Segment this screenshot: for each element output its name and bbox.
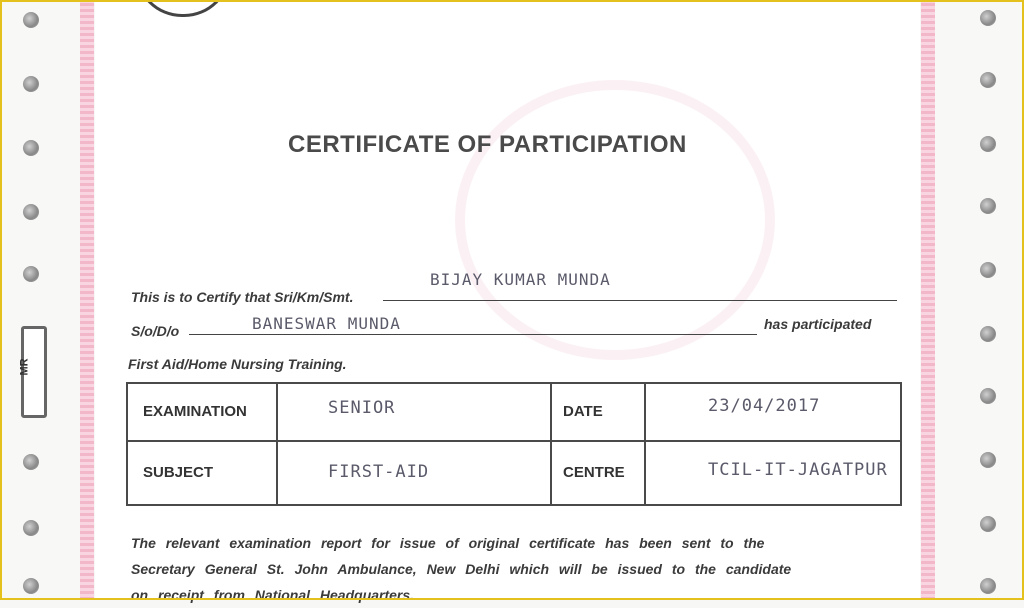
perforation-hole (980, 326, 996, 342)
perforation-hole (980, 452, 996, 468)
footer-line-3: on receipt from National Headquarters. (131, 587, 415, 603)
examination-label: EXAMINATION (143, 403, 247, 420)
watermark-emblem (455, 80, 775, 360)
right-pink-band (921, 0, 935, 600)
subject-value-cell (277, 441, 551, 505)
perforation-hole (23, 578, 39, 594)
footer-line-2: Secretary General St. John Ambulance, New Delhi which will be issued to the candidate (131, 561, 792, 577)
examination-value-cell (277, 383, 551, 441)
subject-label: SUBJECT (143, 464, 214, 481)
exam-details-table (126, 382, 902, 506)
right-tractor-strip (935, 0, 1024, 600)
footer-note (131, 530, 906, 608)
left-tractor-strip (0, 0, 80, 600)
perforation-hole (23, 12, 39, 28)
examination-label-cell (127, 383, 277, 441)
centre-value-cell (645, 441, 901, 505)
participant-name: BIJAY KUMAR MUNDA (430, 270, 611, 289)
perforation-hole (980, 262, 996, 278)
subject-value: FIRST-AID (328, 462, 430, 482)
centre-value: TCIL-IT-JAGATPUR (708, 460, 888, 480)
participated-label: has participated (764, 316, 872, 332)
mr-tag (18, 326, 47, 418)
centre-label: CENTRE (563, 464, 625, 481)
left-pink-band (80, 0, 94, 600)
perforation-hole (980, 388, 996, 404)
parent-name: BANESWAR MUNDA (252, 314, 401, 333)
perforation-hole (23, 520, 39, 536)
perforation-hole (980, 578, 996, 594)
certify-label: This is to Certify that Sri/Km/Smt. (131, 289, 354, 305)
date-label-cell (551, 383, 645, 441)
relation-label: S/o/D/o (131, 323, 180, 339)
centre-label-cell (551, 441, 645, 505)
subject-label-cell (127, 441, 277, 505)
date-value-cell (645, 383, 901, 441)
perforation-hole (23, 76, 39, 92)
perforation-hole (23, 266, 39, 282)
name-underline (383, 300, 897, 301)
mr-tag-label: MR (18, 358, 31, 376)
perforation-hole (980, 10, 996, 26)
footer-line-1: The relevant examination report for issue of original certificate has been sent to the (131, 535, 765, 551)
perforation-hole (980, 516, 996, 532)
training-line: First Aid/Home Nursing Training. (128, 356, 347, 372)
perforation-hole (980, 72, 996, 88)
certificate-title: CERTIFICATE OF PARTICIPATION (288, 131, 687, 158)
perforation-hole (980, 198, 996, 214)
date-value: 23/04/2017 (708, 396, 821, 416)
parent-underline (189, 334, 757, 335)
perforation-hole (980, 136, 996, 152)
perforation-hole (23, 204, 39, 220)
date-label: DATE (563, 403, 603, 420)
perforation-hole (23, 454, 39, 470)
examination-value: SENIOR (328, 398, 396, 418)
perforation-hole (23, 140, 39, 156)
